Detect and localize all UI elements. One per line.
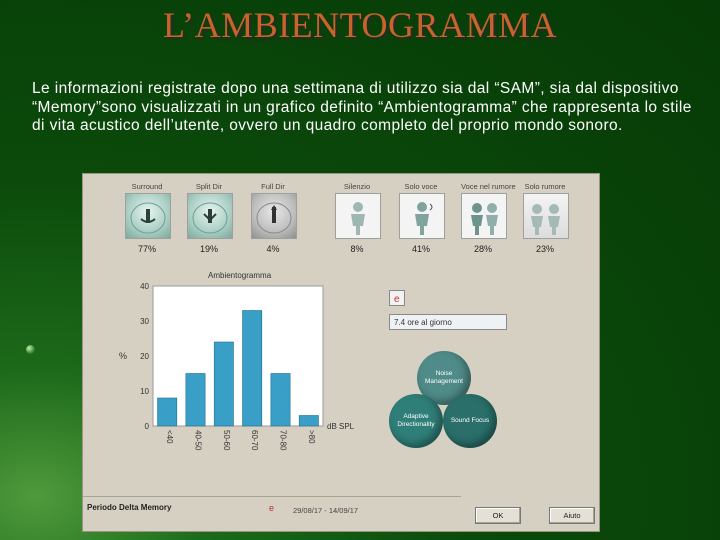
slide-paragraph: Le informazioni registrate dopo una settimana di utilizzo sia dal “SAM”, sia dal dispositivo “Memory”sono visualizzati in un grafico definito “Ambientogramma” che rappresenta lo stile di vita acustico dell’utente, ovvero un quadro completo del proprio mondo sonoro.: [32, 80, 692, 134]
chart-plot-area: [153, 286, 323, 426]
voice-only-label: Solo voce: [404, 182, 438, 191]
silence-person-icon: [335, 193, 381, 239]
noise-only-item[interactable]: [523, 182, 567, 239]
x-tick-label-0: <40: [165, 430, 175, 444]
x-axis-label: dB SPL: [327, 422, 355, 431]
ambientogramma-chart: [117, 266, 367, 461]
memory-period-panel: [83, 496, 461, 530]
ambientogramma-window: [82, 173, 600, 532]
ok-button[interactable]: OK: [475, 507, 521, 524]
decorative-bullet: [26, 345, 35, 354]
bar-50-60: [214, 342, 233, 426]
x-tick-label-1: 40-50: [193, 430, 203, 451]
surround-label: Surround: [131, 182, 163, 191]
y-tick-label-0: 0: [144, 422, 149, 431]
y-tick-label-4: 40: [140, 282, 149, 291]
bar-70-80: [271, 374, 290, 427]
x-tick-label-3: 60-70: [250, 430, 260, 451]
y-axis-label: %: [119, 351, 128, 361]
voice-in-noise-item[interactable]: [461, 182, 516, 239]
sam-split-dir-icon: [187, 193, 233, 239]
x-tick-label-2: 50-60: [221, 430, 231, 451]
daily-duration-field: 7.4 ore al giorno: [389, 314, 507, 330]
adaptive-directionality-bubble[interactable]: Adaptive Directionality: [389, 394, 443, 448]
voice-only-person-icon: [399, 193, 445, 239]
y-tick-label-2: 20: [140, 352, 149, 361]
split-dir-label: Split Dir: [195, 182, 223, 191]
sam-surround-icon: [125, 193, 171, 239]
bar->80: [299, 416, 318, 427]
noise-only-percent: 23%: [535, 244, 554, 254]
split-dir-item[interactable]: [187, 182, 231, 239]
bar-60-70: [243, 311, 262, 427]
slide-title: L’AMBIENTOGRAMMA: [162, 5, 558, 45]
full-dir-label: Full Dir: [261, 182, 285, 191]
noise-only-label: Solo rumore: [524, 182, 566, 191]
full-dir-item[interactable]: [251, 182, 295, 239]
x-tick-label-4: 70-80: [278, 430, 288, 451]
silence-item[interactable]: [335, 182, 379, 239]
bar-<40: [158, 398, 177, 426]
voice-only-item[interactable]: [399, 182, 443, 239]
voice-only-percent: 41%: [411, 244, 430, 254]
x-tick-label-5: >80: [306, 430, 316, 444]
memory-period-label: Periodo Delta Memory: [87, 503, 172, 512]
y-tick-label-3: 30: [140, 317, 149, 326]
split-dir-percent: 19%: [199, 244, 218, 254]
info-icon[interactable]: [389, 290, 405, 306]
sound-focus-bubble[interactable]: Sound Focus: [443, 394, 497, 448]
full-dir-percent: 4%: [266, 244, 280, 254]
memory-icon: e: [269, 503, 275, 513]
voice-in-noise-percent: 28%: [473, 244, 492, 254]
bar-40-50: [186, 374, 205, 427]
noise-management-bubble[interactable]: Noise Management: [417, 351, 471, 405]
voice-in-noise-people-icon: [461, 193, 507, 239]
y-tick-label-1: 10: [140, 387, 149, 396]
help-button[interactable]: Aiuto: [549, 507, 595, 524]
silence-percent: 8%: [350, 244, 364, 254]
noise-only-people-icon: [523, 193, 569, 239]
silence-label: Silenzio: [343, 182, 371, 191]
surround-percent: 77%: [137, 244, 156, 254]
memory-period-value: 29/08/17 - 14/09/17: [293, 506, 359, 515]
surround-item[interactable]: [125, 182, 169, 239]
chart-title: Ambientogramma: [208, 271, 272, 280]
sam-full-dir-icon: [251, 193, 297, 239]
svg-text:e: e: [394, 294, 400, 305]
voice-in-noise-label: Voce nel rumore: [461, 182, 516, 191]
